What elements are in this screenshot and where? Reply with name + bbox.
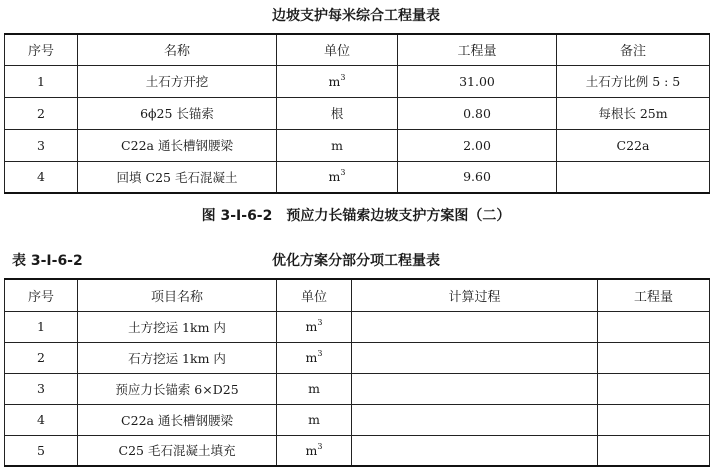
table2-header-no: 序号 [5,279,78,311]
row-calc [352,435,598,466]
table1-header-row [5,34,710,65]
row-no: 4 [5,404,78,435]
row-calc [352,404,598,435]
unit-base: 根 [330,106,344,121]
row-qty: 0.80 [398,97,557,129]
table-row [5,65,710,97]
table-row [5,435,710,466]
row-name: 土方挖运 1km 内 [78,311,277,342]
row-no: 1 [5,311,78,342]
row-unit [277,311,352,342]
unit-base: m [328,73,341,89]
row-no: 4 [5,161,78,193]
row-name: 石方挖运 1km 内 [78,342,277,373]
row-name: C25 毛石混凝土填充 [78,435,277,466]
row-note: 每根长 25m [557,97,710,129]
unit-sup: 3 [317,441,323,451]
row-qty: 2.00 [398,129,557,161]
row-no: 3 [5,129,78,161]
unit-base: m [305,350,318,365]
row-unit [277,404,352,435]
row-name: 土石方开挖 [78,65,277,97]
row-no: 1 [5,65,78,97]
table2-optimized-quantities [4,278,710,467]
row-note: 土石方比例 5 : 5 [557,65,710,97]
row-no: 2 [5,342,78,373]
row-unit [277,373,352,404]
row-no: 3 [5,373,78,404]
row-unit [277,342,352,373]
table2-header-name: 项目名称 [78,279,277,311]
row-no: 2 [5,97,78,129]
unit-sup: 3 [340,72,346,82]
row-name: C22a 通长槽钢腰梁 [78,129,277,161]
row-note: C22a [557,129,710,161]
row-name: C22a 通长槽钢腰梁 [78,404,277,435]
row-name: 6ϕ25 长锚索 [78,97,277,129]
table-row [5,311,710,342]
row-no: 5 [5,435,78,466]
table2-header-qty: 工程量 [598,279,710,311]
table2-header-calc: 计算过程 [352,279,598,311]
row-note [557,161,710,193]
unit-base: m [331,137,343,153]
row-qty: 31.00 [398,65,557,97]
row-name: 回填 C25 毛石混凝土 [78,161,277,193]
row-calc [352,373,598,404]
row-qty [598,404,710,435]
unit-base: m [308,412,320,427]
row-qty [598,373,710,404]
row-name: 预应力长锚索 6×D25 [78,373,277,404]
unit-base: m [308,381,320,396]
table1-header-name: 名称 [78,34,277,65]
table1-title: 边坡支护每米综合工程量表 [272,8,440,24]
table-row [5,129,710,161]
table1-header-unit: 单位 [277,34,398,65]
row-unit [277,161,398,193]
table1-header-qty: 工程量 [398,34,557,65]
table-row [5,161,710,193]
row-qty [598,311,710,342]
table-row [5,342,710,373]
table1-header-no: 序号 [5,34,78,65]
row-calc [352,311,598,342]
unit-sup: 3 [317,349,323,358]
table-row [5,373,710,404]
row-unit [277,129,398,161]
unit-base: m [305,319,318,334]
row-unit [277,97,398,129]
row-qty [598,435,710,466]
row-calc [352,342,598,373]
row-unit [277,435,352,466]
figure-caption: 图 3-Ⅰ-6-2 预应力长锚索边坡支护方案图（二） [201,208,511,224]
unit-sup: 3 [340,168,346,178]
row-qty: 9.60 [398,161,557,193]
unit-base: m [328,169,341,185]
table-row [5,404,710,435]
table2-header-row [5,279,710,311]
table1-quantities-per-meter [4,33,710,194]
row-unit [277,65,398,97]
unit-sup: 3 [317,318,323,327]
table-row [5,97,710,129]
table2-label: 表 3-Ⅰ-6-2 [12,253,83,269]
table1-header-note: 备注 [557,34,710,65]
table2-title: 优化方案分部分项工程量表 [272,253,440,269]
row-qty [598,342,710,373]
unit-base: m [305,442,318,458]
table2-header-unit: 单位 [277,279,352,311]
